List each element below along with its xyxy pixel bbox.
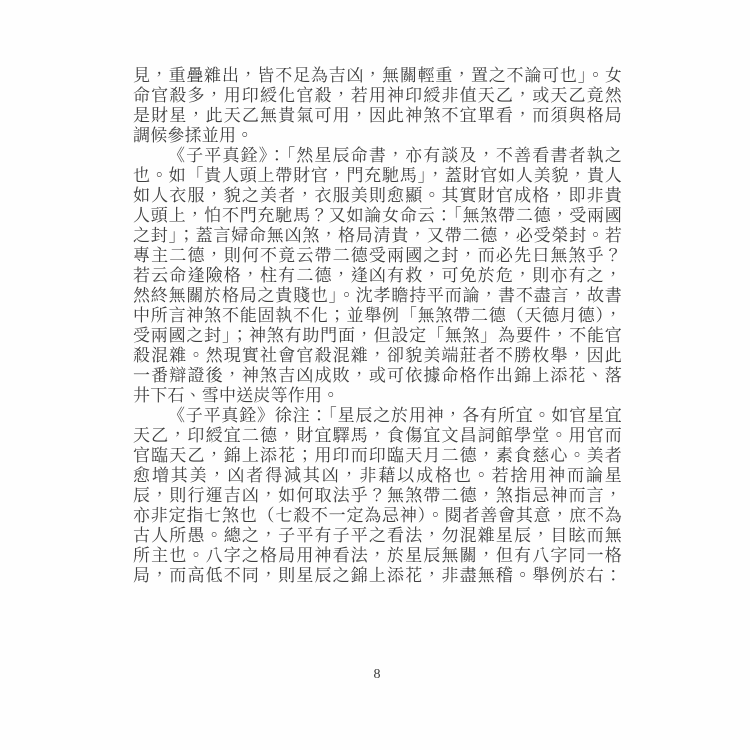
- text-line: 《子平真銓》：「然星辰命書，亦有談及，不善看書者執之: [168, 146, 622, 165]
- text-line: 調候參揉並用。: [133, 126, 254, 145]
- text-line: 之封」；蓋言婦命無凶煞，格局清貴，又帶二德，必受榮封。若: [133, 226, 622, 245]
- text-line: 一番辯證後，神煞吉凶成敗，或可依據命格作出錦上添花、落: [133, 366, 622, 385]
- text-line: 受兩國之封」；神煞有助門面，但設定「無煞」為要件，不能官: [133, 326, 622, 345]
- text-line: 若云命逢險格，柱有二德，逢凶有救，可免於危，則亦有之，: [133, 266, 622, 285]
- text-line: 也。如「貴人頭上帶財官，門充馳馬」，蓋財官如人美貌，貴人: [133, 166, 622, 185]
- paragraph: [133, 406, 622, 586]
- body-text: [133, 66, 622, 586]
- text-line: 愈增其美，凶者得減其凶，非藉以成格也。若捨用神而論星: [133, 466, 622, 485]
- text-line: 《子平真銓》徐注：「星辰之於用神，各有所宜。如官星宜: [168, 406, 622, 425]
- text-line: 人頭上，怕不門充馳馬？又如論女命云：「無煞帶二德，受兩國: [133, 206, 622, 225]
- paragraph: [133, 146, 622, 406]
- text-line: 中所言神煞不能固執不化；並舉例「無煞帶二德（天德月德），: [133, 306, 622, 325]
- text-line: 然終無關於格局之貴賤也」。沈孝瞻持平而論，書不盡言，故書: [133, 286, 622, 305]
- text-line: 局，而高低不同，則星辰之錦上添花，非盡無稽。舉例於右：: [133, 566, 622, 585]
- text-line: 殺混雜。然現實社會官殺混雜，卻貌美端莊者不勝枚舉，因此: [133, 346, 622, 365]
- page-number: 8: [373, 667, 381, 682]
- text-line: 官臨天乙，錦上添花；用印而印臨天月二德，素食慈心。美者: [133, 446, 622, 465]
- text-line: 古人所愚。總之，子平有子平之看法，勿混雜星辰，目眩而無: [133, 526, 622, 545]
- text-line: 辰，則行運吉凶，如何取法乎？無煞帶二德，煞指忌神而言，: [133, 486, 622, 505]
- paragraph: [133, 66, 622, 146]
- text-line: 井下石、雪中送炭等作用。: [133, 386, 340, 405]
- text-line: 所主也。八字之格局用神看法，於星辰無關，但有八字同一格: [133, 546, 622, 565]
- text-line: 專主二德，則何不竟云帶二德受兩國之封，而必先曰無煞乎？: [133, 246, 622, 265]
- text-line: 如人衣服，貌之美者，衣服美則愈顯。其實財官成格，即非貴: [133, 186, 622, 205]
- text-line: 命官殺多，用印綬化官殺，若用神印綬非值天乙，或天乙竟然: [133, 86, 622, 105]
- text-line: 亦非定指七煞也（七殺不一定為忌神）。閱者善會其意，庶不為: [133, 506, 622, 525]
- text-line: 見，重疊雜出，皆不足為吉凶，無關輕重，置之不論可也」。女: [133, 66, 622, 85]
- text-line: 天乙，印綬宜二德，財宜驛馬，食傷宜文昌詞館學堂。用官而: [133, 426, 622, 445]
- text-line: 是財星，此天乙無貴氣可用，因此神煞不宜單看，而須與格局: [133, 106, 622, 125]
